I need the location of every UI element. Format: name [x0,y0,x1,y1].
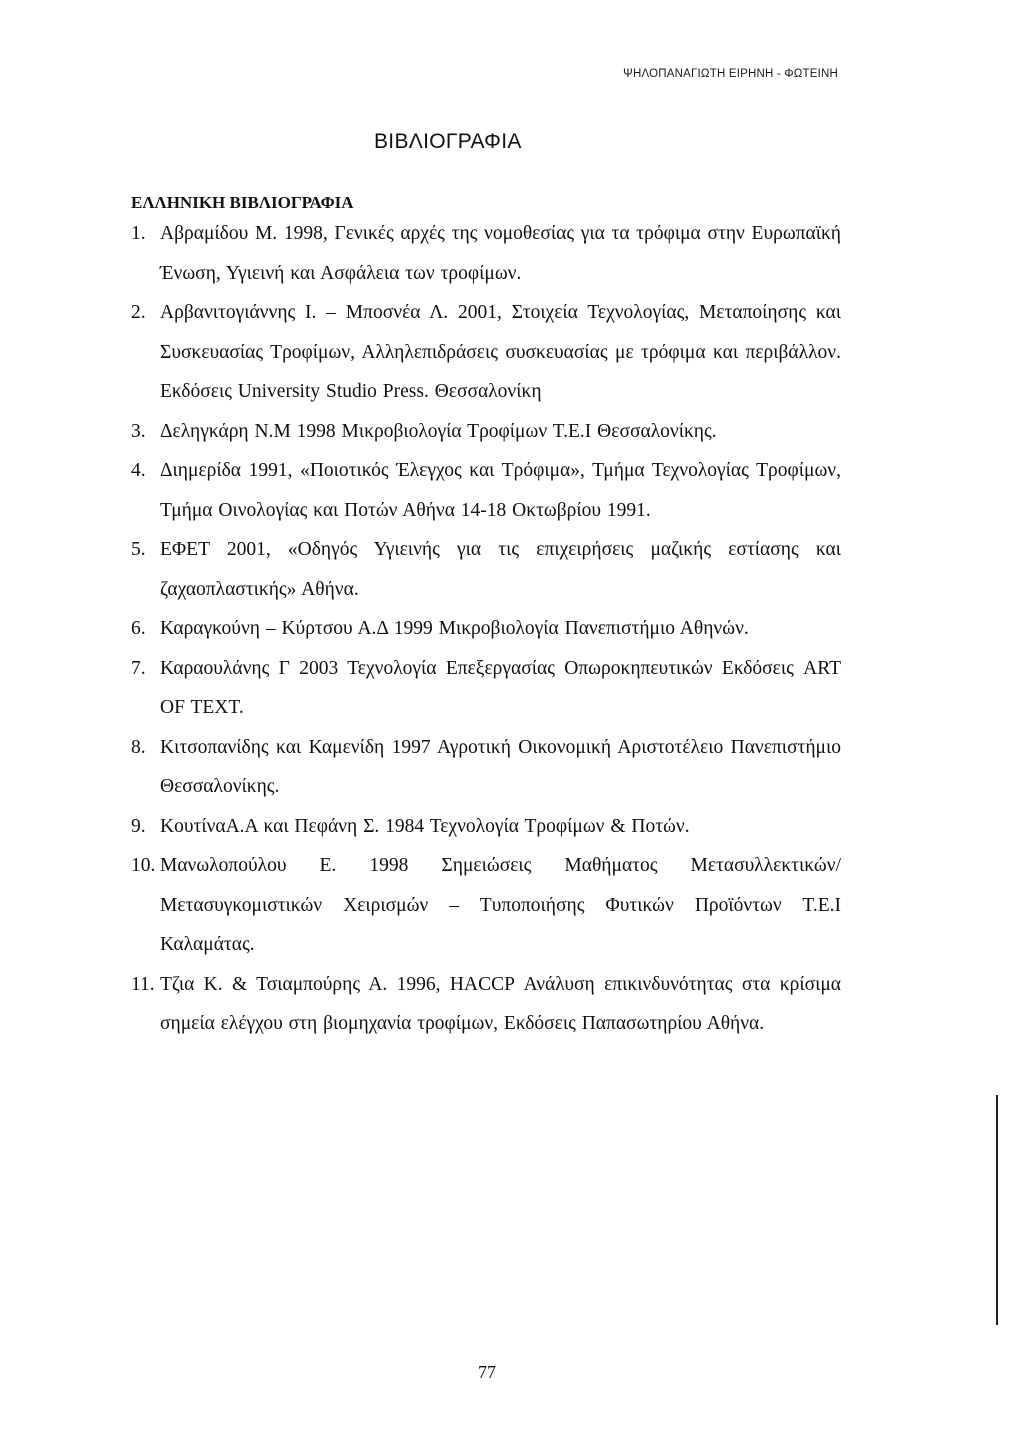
reference-item [131,846,841,965]
reference-item [131,214,841,293]
reference-number: 3. [131,420,146,442]
section-heading: ΕΛΛΗΝΙΚΗ ΒΙΒΛΙΟΓΡΑΦΙΑ [131,193,354,212]
reference-item [131,530,841,609]
reference-number: 8. [131,736,146,758]
reference-text: Καραγκούνη – Κύρτσου Α.Δ 1999 Μικροβιολογία Πανεπιστήμιο Αθηνών. [160,618,749,639]
bibliography-list [131,214,841,1044]
reference-number: 1. [131,223,146,244]
scan-edge-line [996,1095,998,1325]
reference-text: Αβραμίδου Μ. 1998, Γενικές αρχές της νομοθεσίας για τα τρόφιμα στην Ευρωπαϊκή Ένωση, Υγιεινή και Ασφάλεια των τροφίμων. [160,223,841,284]
reference-number: 6. [131,618,146,639]
reference-number: 2. [131,302,146,323]
reference-item [131,451,841,530]
reference-text: ΕΦΕΤ 2001, «Οδηγός Υγιεινής για τις επιχειρήσεις μαζικής εστίασης και ζαχαοπλαστικής» Αθήνα. [160,539,841,600]
reference-text: Κιτσοπανίδης και Καμενίδη 1997 Αγροτική Οικονομική Αριστοτέλειο Πανεπιστήμιο Θεσσαλονίκης. [160,736,841,797]
reference-text: Τζια Κ. & Τσιαμπούρης Α. 1996, HACCP Ανάλυση επικινδυνότητας στα κρίσιμα σημεία ελέγχου στη βιομηχανία τροφίμων, Εκδόσεις Παπασωτηρίου Αθήνα. [160,973,841,1034]
reference-text: Μανωλοπούλου Ε. 1998 Σημειώσεις Μαθήματος Μετασυλλεκτικών/ Μετασυγκομιστικών Χειρισμών – Τυποποιήσης Φυτικών Προϊόντων Τ.Ε.Ι Καλαμάτας. [160,855,841,955]
reference-number: 7. [131,657,146,679]
reference-item [131,728,841,807]
reference-number: 10. [131,855,156,876]
reference-item [131,293,841,412]
page-number: 77 [478,1362,496,1382]
reference-text: ΚουτίναΑ.Α και Πεφάνη Σ. 1984 Τεχνολογία Τροφίμων & Ποτών. [160,815,690,837]
reference-item [131,649,841,728]
reference-number: 5. [131,539,146,560]
reference-number: 4. [131,460,146,481]
reference-item [131,965,841,1044]
reference-text: Διημερίδα 1991, «Ποιοτικός Έλεγχος και Τρόφιμα», Τμήμα Τεχνολογίας Τροφίμων, Τμήμα Οινολογίας και Ποτών Αθήνα 14-18 Οκτωβρίου 1991. [160,460,841,521]
reference-item [131,609,841,649]
reference-text: Δεληγκάρη Ν.Μ 1998 Μικροβιολογία Τροφίμων Τ.Ε.Ι Θεσσαλονίκης. [160,420,717,442]
reference-text: Αρβανιτογιάννης Ι. – Μποσνέα Λ. 2001, Στοιχεία Τεχνολογίας, Μεταποίησης και Συσκευασίας Τροφίμων, Αλληλεπιδράσεις συσκευασίας με τρόφιμα και περιβάλλον. Εκδόσεις University Studio Press. Θεσσαλονίκη [160,302,841,402]
page-title: ΒΙΒΛΙΟΓΡΑΦΙΑ [374,130,522,153]
reference-text: Καραουλάνης Γ 2003 Τεχνολογία Επεξεργασίας Οπωροκηπευτικών Εκδόσεις ART OF TEXT. [160,657,841,718]
reference-item [131,412,841,452]
running-header: ΨΗΛΟΠΑΝΑΓΙΩΤΗ ΕΙΡΗΝΗ - ΦΩΤΕΙΝΗ [623,68,838,80]
reference-number: 11. [131,973,155,995]
reference-item [131,807,841,847]
reference-number: 9. [131,815,146,837]
